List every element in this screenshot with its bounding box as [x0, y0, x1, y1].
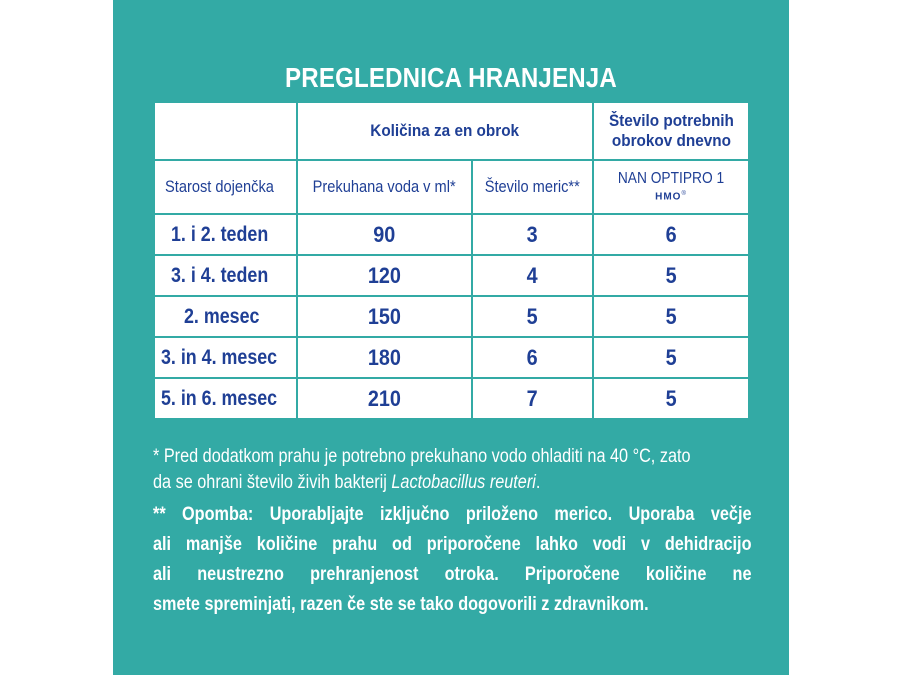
water-column-header: Prekuhana voda v ml*	[297, 160, 472, 214]
daily-feeds-header-line2: obrokov dnevno	[611, 131, 731, 150]
table-row	[154, 337, 749, 378]
scoops-column-header: Število meric**	[472, 160, 593, 214]
cell-feeds: 6	[593, 214, 749, 255]
cell-age: 3. i 4. teden	[154, 255, 297, 296]
hmo-logo-icon: HMO®	[655, 191, 687, 203]
cell-water: 180	[297, 337, 472, 378]
footnotes	[153, 444, 752, 620]
table-header-row-sub	[154, 160, 749, 214]
age-column-header: Starost dojenčka	[154, 160, 297, 214]
cell-age: 3. in 4. mesec	[154, 337, 297, 378]
cell-scoops: 6	[472, 337, 593, 378]
chart-title: PREGLEDNICA HRANJENJA	[285, 62, 617, 93]
empty-header-cell	[154, 102, 297, 160]
daily-feeds-header	[593, 102, 749, 160]
cell-feeds: 5	[593, 337, 749, 378]
footnote-line: ** Opomba: Uporabljajte izključno priloženo merico. Uporaba večje	[153, 504, 752, 525]
cell-age: 5. in 6. mesec	[154, 378, 297, 419]
cell-water: 120	[297, 255, 472, 296]
bacteria-name: Lactobacillus reuteri	[391, 472, 536, 493]
cell-water: 150	[297, 296, 472, 337]
table-row	[154, 378, 749, 419]
cell-water: 90	[297, 214, 472, 255]
footnote-line: ali manjše količine prahu od priporočene lahko vodi v dehidracijo	[153, 534, 752, 555]
table-row	[154, 214, 749, 255]
table-row	[154, 255, 749, 296]
footnote-water-temperature: * Pred dodatkom prahu je potrebno prekuhano vodo ohladiti na 40 °C, zato da se ohrani število živih bakterij Lactobacillus reuteri.	[153, 446, 691, 493]
table-header-row-top	[154, 102, 749, 160]
cell-scoops: 4	[472, 255, 593, 296]
footnote-scoop-warning	[153, 500, 752, 620]
table-row	[154, 296, 749, 337]
cell-age: 1. i 2. teden	[154, 214, 297, 255]
cell-feeds: 5	[593, 255, 749, 296]
footnote-line: smete spreminjati, razen če ste se tako dogovorili z zdravnikom.	[153, 594, 649, 615]
daily-feeds-header-line1: Število potrebnih	[608, 111, 734, 130]
cell-scoops: 7	[472, 378, 593, 419]
cell-feeds: 5	[593, 296, 749, 337]
product-name: NAN OPTIPRO 1	[617, 170, 725, 188]
feeding-table	[153, 101, 750, 420]
cell-scoops: 5	[472, 296, 593, 337]
cell-feeds: 5	[593, 378, 749, 419]
footnote-line: ali neustrezno prehranjenost otroka. Priporočene količine ne	[153, 564, 752, 585]
feeding-chart-panel	[113, 0, 789, 675]
cell-water: 210	[297, 378, 472, 419]
cell-age: 2. mesec	[154, 296, 297, 337]
portion-group-header: Količina za en obrok	[297, 102, 593, 160]
product-column-header	[593, 160, 749, 214]
table-body	[154, 214, 749, 419]
cell-scoops: 3	[472, 214, 593, 255]
